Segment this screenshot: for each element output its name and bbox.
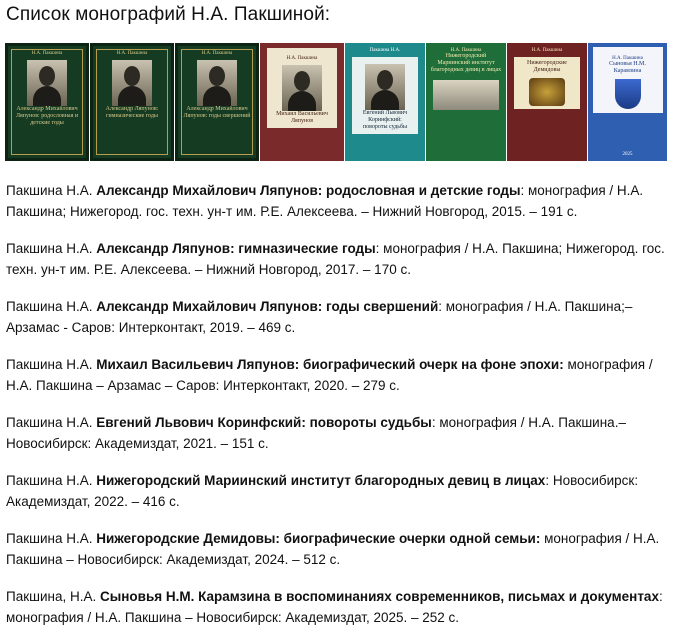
bibliography-entry-4: Пакшина Н.А. Михаил Васильевич Ляпунов: биографический очерк на фоне эпохи: монография / Н.А. Пакшина – Арзамас – Саров: Интерконтакт, 2020. – 279 с. [6,357,653,393]
cover-author: Н.А. Пакшина [531,48,563,53]
cover-author: Н.А. Пакшина [116,51,148,56]
cover-author: Н.А. Пакшина [31,51,63,56]
bibliography-entry-2: Пакшина Н.А. Александр Ляпунов: гимназические годы: монография / Н.А. Пакшина; Нижегород. гос. техн. ун-т им. Р.Е. Алексеева. – Нижний Новгород, 2017. – 170 с. [6,241,665,277]
building-image [433,80,499,110]
cover-title: Евгений Львович Коринфский: повороты судьбы [362,110,408,130]
coat-of-arms-image [529,78,565,106]
book-cover-7[interactable] [507,43,587,161]
cover-author: Н.А. Пакшина [286,56,318,61]
cover-title: Сыновья Н.М. Карамзина [609,61,646,74]
bibliography-entry-1: Пакшина Н.А. Александр Михайлович Ляпунов: родословная и детские годы: монография / Н.А. Пакшина; Нижегород. гос. техн. ун-т им. Р.Е. Алексеева. – Нижний Новгород, 2015. – 191 с. [6,183,644,219]
portrait-image [197,60,237,106]
cover-author: Н.А. Пакшина [201,51,233,56]
bibliography-entry-6: Пакшина Н.А. Нижегородский Мариинский институт благородных девиц в лицах: Новосибирск: Академиздат, 2022. – 416 с. [6,473,639,509]
bibliography-entry-7: Пакшина Н.А. Нижегородские Демидовы: биографические очерки одной семьи: монография / Н.А. Пакшина – Новосибирск: Академиздат, 2024. – 512 с. [6,531,660,567]
portrait-image [365,64,405,110]
cover-title: Нижегородский Мариинский институт благородных девиц в лицах [430,53,502,73]
book-cover-3[interactable] [175,43,259,161]
book-cover-6[interactable] [426,43,506,161]
cover-title: Нижегородские Демидовы [527,60,567,73]
bibliography-entry-8: Пакшина, Н.А. Сыновья Н.М. Карамзина в воспоминаниях современников, письмах и документах: монография / Н.А. Пакшина – Новосибирск: Академиздат, 2025. – 252 с. [6,589,663,625]
cover-author: Пакшина Н.А. [369,48,401,53]
cover-title: Александр Михайлович Ляпунов: годы свершений [183,106,251,119]
book-cover-2[interactable] [90,43,174,161]
portrait-image [282,65,322,111]
cover-author: Н.А. Пакшина [612,56,643,61]
page-title: Список монографий Н.А. Пакшиной: [6,4,331,25]
cover-author: Н.А. Пакшина [450,48,482,53]
book-cover-4[interactable] [260,43,344,161]
coat-of-arms-image [615,79,641,109]
cover-year: 2025 [622,152,633,157]
book-cover-1[interactable] [5,43,89,161]
cover-title: Александр Михайлович Ляпунов: родословная и детские годы [15,106,79,126]
cover-title: Александр Ляпунов: гимназические годы [105,106,159,119]
book-cover-5[interactable] [345,43,425,161]
bibliography-entry-3: Пакшина Н.А. Александр Михайлович Ляпунов: годы свершений: монография / Н.А. Пакшина;– Арзамас - Саров: Интерконтакт, 2019. – 469 с. [6,299,633,335]
bibliography-entry-5: Пакшина Н.А. Евгений Львович Коринфский: повороты судьбы: монография / Н.А. Пакшина.– Новосибирск: Академиздат, 2021. – 151 с. [6,415,626,451]
cover-title: Михаил Васильевич Ляпунов [276,111,328,124]
portrait-image [112,60,152,106]
book-covers-strip [5,43,673,161]
book-cover-8[interactable] [588,43,667,161]
portrait-image [27,60,67,106]
